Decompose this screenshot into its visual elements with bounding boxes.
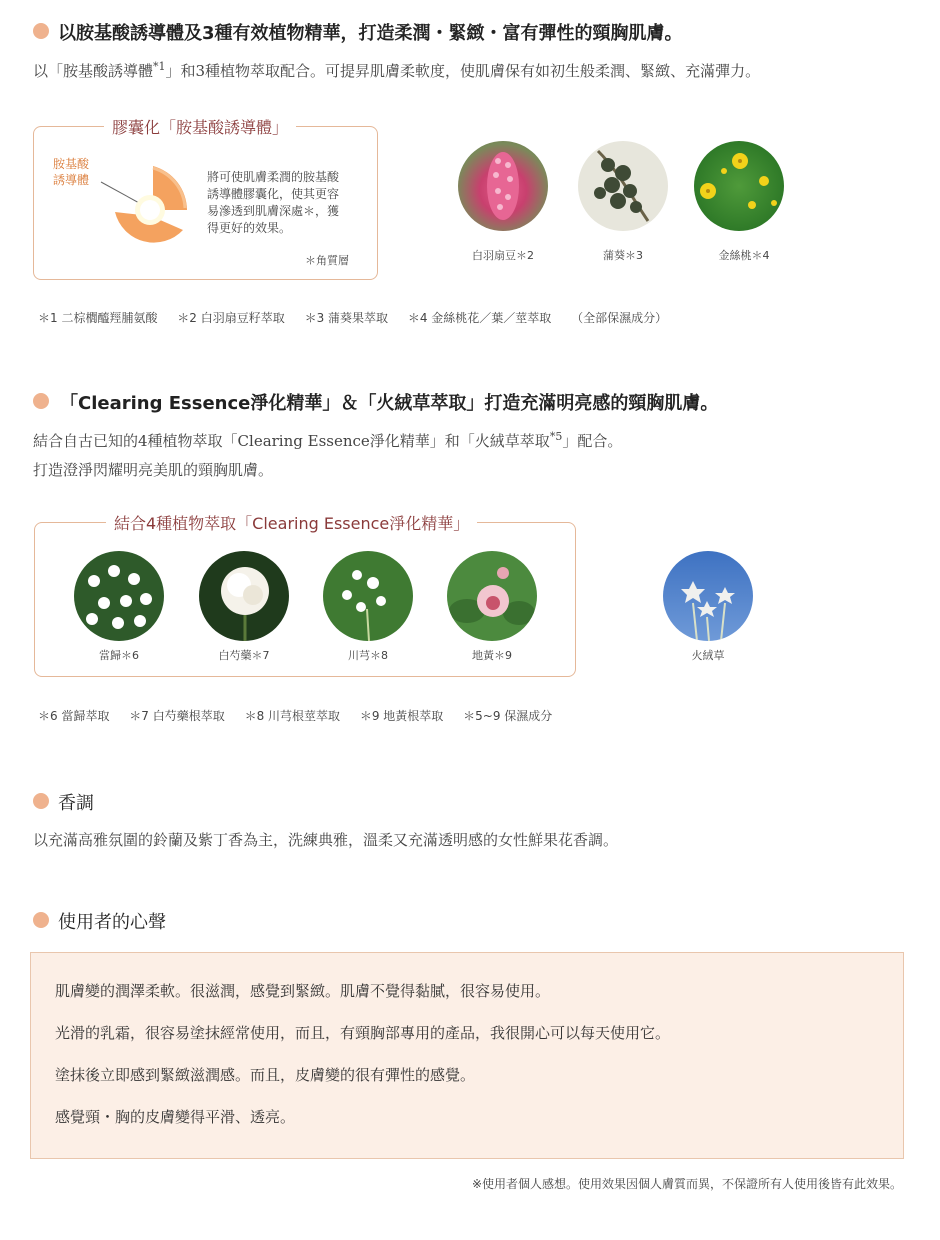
angelica-flower-image — [74, 551, 164, 641]
footnote: ＊7 白芍藥根萃取 — [129, 709, 225, 723]
desc-part: 」配合。 — [562, 432, 623, 450]
plant-caption: 地黃＊9 — [472, 649, 512, 662]
rehmannia-flower-image — [447, 551, 537, 641]
plant-caption: 當歸＊6 — [99, 649, 139, 662]
footnote: ＊6 當歸萃取 — [38, 709, 110, 723]
plant-caption: 蒲葵＊3 — [603, 249, 643, 262]
diagram-label-line: 胺基酸 — [53, 157, 90, 171]
bullet-dot — [33, 912, 49, 928]
lupine-flower-image — [458, 141, 548, 231]
footnote: ＊2 白羽扇豆籽萃取 — [177, 311, 285, 325]
footnote: （全部保濕成分） — [571, 311, 668, 325]
plant-caption: 火絨草 — [691, 649, 725, 662]
section1-description — [33, 60, 760, 81]
section2-heading: 「Clearing Essence淨化精華」＆「火絨草萃取」打造充滿明亮感的頸胸肌膚。 — [60, 393, 719, 414]
plant-caption: 白芍藥＊7 — [218, 649, 270, 662]
cnidium-flower-icon — [323, 551, 413, 641]
plant-caption: 川芎＊8 — [348, 649, 388, 662]
disclaimer: ※使用者個人感想。使用效果因個人膚質而異，不保證所有人使用後皆有此效果。 — [471, 1177, 902, 1191]
section1-heading: 以胺基酸誘導體及3種有效植物精華，打造柔潤・緊緻・富有彈性的頸胸肌膚。 — [58, 23, 683, 44]
footnote: ＊8 川芎根莖萃取 — [244, 709, 341, 723]
footnote: ＊9 地黃根萃取 — [359, 709, 444, 723]
st-johns-wort-icon — [694, 141, 784, 231]
edelweiss-icon — [663, 551, 753, 641]
plant-caption: 金絲桃＊4 — [718, 249, 770, 262]
cnidium-flower-image — [323, 551, 413, 641]
section2-footnotes — [38, 707, 568, 724]
bullet-dot — [33, 23, 49, 39]
white-peony-image — [199, 551, 289, 641]
angelica-flower-icon — [74, 551, 164, 641]
capsule-box-note: ＊角質層 — [305, 254, 349, 267]
footnote-sup: *5 — [549, 430, 563, 443]
section3-heading: 香調 — [58, 793, 94, 814]
user-voice: 肌膚變的潤澤柔軟。很滋潤，感覺到緊緻。肌膚不覺得黏膩，很容易使用。 — [55, 982, 551, 1000]
desc-part: 」和3種植物萃取配合。可提昇肌膚柔軟度，使肌膚保有如初生般柔潤、緊緻、充滿彈力。 — [165, 62, 761, 80]
footnote-sup: *1 — [153, 60, 166, 73]
box-text-line: 得更好的效果。 — [207, 221, 292, 235]
box-text-line: 誘導體膠囊化，使其更容 — [207, 187, 340, 201]
capsule-box-title: 膠囊化「胺基酸誘導體」 — [104, 115, 296, 138]
user-voice: 感覺頸・胸的皮膚變得平滑、透亮。 — [55, 1108, 296, 1126]
capsule-diagram-icon — [95, 160, 195, 260]
clearing-box-title: 結合4種植物萃取「Clearing Essence淨化精華」 — [106, 511, 477, 534]
capsule-box-text — [207, 169, 339, 237]
desc-part: 以「胺基酸誘導體 — [33, 62, 154, 80]
section1-footnotes — [38, 309, 683, 326]
footnote: ＊4 金絲桃花／葉／莖萃取 — [407, 311, 552, 325]
box-text-line: 將可使肌膚柔潤的胺基酸 — [207, 170, 340, 184]
lupine-flower-icon — [458, 141, 548, 231]
edelweiss-image — [663, 551, 753, 641]
section3-description: 以充滿高雅氛圍的鈴蘭及紫丁香為主，洗練典雅，溫柔又充滿透明感的女性鮮果花香調。 — [33, 831, 619, 849]
section4-heading: 使用者的心聲 — [58, 912, 166, 933]
section2-description-2: 打造澄淨閃耀明亮美肌的頸胸肌膚。 — [33, 461, 274, 479]
user-voice: 光滑的乳霜，很容易塗抹經常使用，而且，有頸胸部專用的產品，我很開心可以每天使用它。 — [55, 1024, 671, 1042]
diagram-label — [53, 156, 89, 188]
desc-part: 結合自古已知的4種植物萃取「Clearing Essence淨化精華」和「火絨草萃取 — [33, 432, 550, 450]
palm-fruit-image — [578, 141, 668, 231]
footnote: ＊3 蒲葵果萃取 — [304, 311, 389, 325]
st-johns-wort-image — [694, 141, 784, 231]
section2-description — [33, 430, 622, 451]
user-voices-box — [30, 952, 904, 1159]
white-peony-icon — [199, 551, 289, 641]
bullet-dot — [33, 393, 49, 409]
box-text-line: 易滲透到肌膚深處＊，獲 — [207, 204, 340, 218]
user-voice: 塗抹後立即感到緊緻滋潤感。而且，皮膚變的很有彈性的感覺。 — [55, 1066, 476, 1084]
palm-fruit-icon — [578, 141, 668, 231]
bullet-dot — [33, 793, 49, 809]
rehmannia-flower-icon — [447, 551, 537, 641]
plant-caption: 白羽扇豆＊2 — [472, 249, 534, 262]
footnote: ＊1 二棕櫚醯羥脯氨酸 — [38, 311, 158, 325]
footnote: ＊5~9 保濕成分 — [463, 709, 553, 723]
diagram-label-line: 誘導體 — [53, 173, 90, 187]
